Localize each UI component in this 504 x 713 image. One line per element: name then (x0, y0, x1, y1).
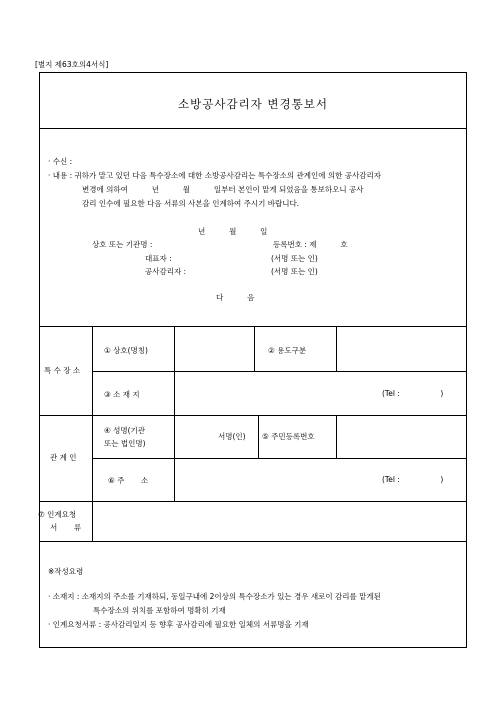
handover-docs-label-line2: 서 류 (50, 523, 82, 532)
resident-number-label: ⑤ 주민등록번호 (262, 432, 315, 441)
content-line-3: 감리 인수에 필요한 다음 서류의 사본을 인계하여 주시기 바랍니다. (82, 199, 300, 208)
supervisor-label: 공사감리자 : (145, 267, 187, 276)
recipient-label: · 수신 : (48, 157, 73, 166)
date-line: 년 월 일 (198, 227, 268, 236)
table-col-line-6 (336, 415, 337, 458)
below-heading: 다 음 (216, 293, 255, 302)
registration-number-label: 등록번호 : 제 호 (273, 240, 348, 249)
table-col-line-1 (92, 326, 93, 541)
content-line-2: 변경에 의하여 년 월 일부터 본인이 맡게 되었음을 통보하오니 공사 (82, 185, 364, 194)
name-label: ① 상호(명칭) (104, 346, 148, 355)
notes-heading: ※작성요령 (48, 567, 84, 576)
notes-item-1-line1: · 소재지 : 소재지의 주소를 기재하되, 동일구내에 2이상의 특수장소가 있는 경우 새로이 감리를 맡게된 (48, 592, 381, 601)
supervisor-sign-label: (서명 또는 인) (271, 267, 318, 276)
table-line-row3 (92, 458, 467, 459)
person-name-label-line2: 또는 법인명) (104, 439, 146, 448)
table-top-line (39, 326, 467, 327)
sign-label: 서명(인) (218, 432, 246, 441)
person-name-label-line1: ④ 성명(기관 (104, 426, 146, 435)
tel-field-1: (Tel : ) (382, 389, 444, 398)
representative-sign-label: (서명 또는 인) (271, 254, 318, 263)
company-label: 상호 또는 기관명 : (92, 240, 153, 249)
title-box (39, 72, 467, 129)
table-col-line-2 (174, 326, 175, 501)
table-line-row2 (39, 415, 467, 416)
address-label: ⑥ 주 소 (108, 476, 149, 485)
table-col-line-5 (258, 415, 259, 458)
related-person-label: 관 계 인 (50, 453, 77, 462)
handover-docs-label-line1: ⑦ 인계요청 (38, 510, 77, 519)
table-col-line-4 (336, 326, 337, 371)
page-title: 소방공사감리자 변경통보서 (178, 97, 328, 111)
form-sheet (39, 72, 467, 648)
table-bottom-line (39, 541, 467, 542)
form-number-label: [별지 제63호의4서식] (35, 60, 109, 69)
content-line-1: · 내용 : 귀하가 맡고 있던 다음 특수장소에 대한 소방공사감리는 특수장소의 관계인에 의한 공사감리자 (48, 171, 381, 180)
use-label: ② 용도구분 (268, 346, 307, 355)
table-line-row4 (39, 501, 467, 502)
special-place-label: 특 수 장 소 (44, 366, 81, 375)
notes-item-1-line2: 특수장소의 위치를 포함하여 명확히 기재 (93, 606, 226, 615)
representative-label: 대표자 : (145, 254, 172, 263)
tel-field-2: (Tel : ) (382, 475, 444, 484)
location-label: ③ 소 재 지 (104, 390, 140, 399)
table-line-row1 (92, 371, 467, 372)
table-col-line-3 (254, 326, 255, 371)
notes-item-2: · 인계요청서류 : 공사감리일지 등 향후 공사감리에 필요한 일체의 서류명을 기재 (48, 620, 309, 629)
